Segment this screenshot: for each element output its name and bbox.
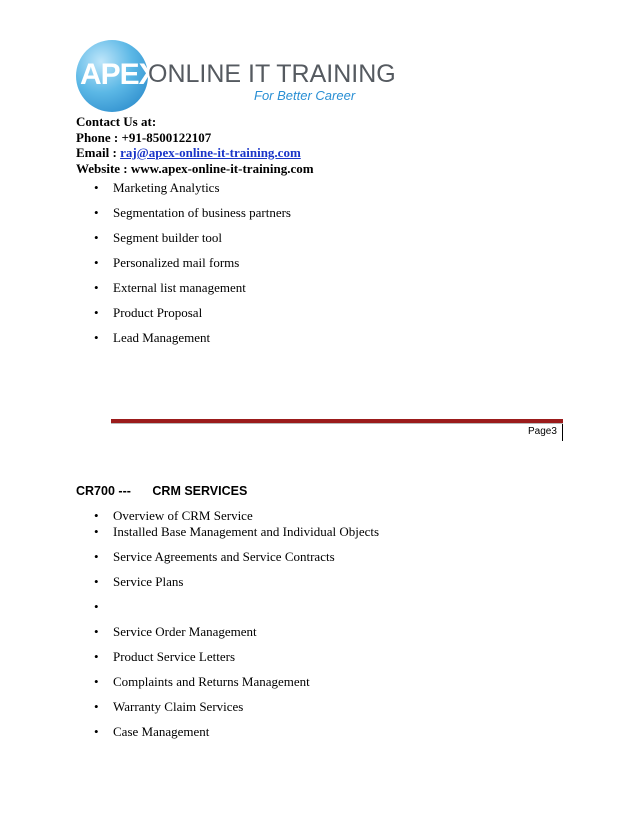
contact-website bbox=[76, 161, 314, 177]
email-label: Email : bbox=[76, 145, 121, 160]
list-item bbox=[94, 599, 379, 624]
list-item: • Complaints and Returns Management bbox=[94, 674, 379, 699]
logo-brand: APEX bbox=[80, 58, 158, 91]
section-code: CR700 bbox=[76, 484, 115, 498]
website-value: www.apex-online-it-training.com bbox=[130, 160, 314, 176]
list-item: • Product Proposal bbox=[94, 305, 291, 330]
list-item: • Overview of CRM Service bbox=[94, 508, 379, 524]
list-item: • Personalized mail forms bbox=[94, 255, 291, 280]
topic-list-2 bbox=[94, 508, 379, 749]
section-title: CRM SERVICES bbox=[152, 484, 248, 498]
contact-email bbox=[76, 145, 314, 161]
list-item: • Warranty Claim Services bbox=[94, 699, 379, 724]
contact-phone bbox=[76, 130, 314, 146]
list-item: • Segment builder tool bbox=[94, 230, 291, 255]
list-item: • Lead Management bbox=[94, 330, 291, 355]
contact-heading: Contact Us at: bbox=[76, 114, 157, 129]
logo-title: ONLINE IT TRAINING bbox=[148, 60, 396, 88]
footer-divider-shadow bbox=[111, 423, 563, 424]
page-number: Page3 bbox=[528, 426, 557, 437]
list-item: • Segmentation of business partners bbox=[94, 205, 291, 230]
list-item: • Installed Base Management and Individual Objects bbox=[94, 524, 379, 549]
list-item: • Case Management bbox=[94, 724, 379, 749]
list-item: • Service Order Management bbox=[94, 624, 379, 649]
section-heading bbox=[76, 484, 247, 498]
list-item: • Service Agreements and Service Contracts bbox=[94, 549, 379, 574]
phone-value: +91-8500122107 bbox=[121, 129, 212, 145]
website-label: Website : bbox=[76, 160, 131, 176]
list-item: • External list management bbox=[94, 280, 291, 305]
list-item: • Service Plans bbox=[94, 574, 379, 599]
page-number-border bbox=[562, 424, 563, 441]
topic-list-1 bbox=[94, 180, 291, 355]
contact-block bbox=[76, 114, 314, 176]
phone-label: Phone : bbox=[76, 129, 122, 145]
section-dashes: --- bbox=[118, 484, 131, 498]
apex-logo bbox=[76, 40, 396, 112]
list-item: • Product Service Letters bbox=[94, 649, 379, 674]
list-item: • Marketing Analytics bbox=[94, 180, 291, 205]
logo-tagline: For Better Career bbox=[254, 88, 356, 103]
email-link[interactable]: raj@apex-online-it-training.com bbox=[120, 145, 301, 160]
